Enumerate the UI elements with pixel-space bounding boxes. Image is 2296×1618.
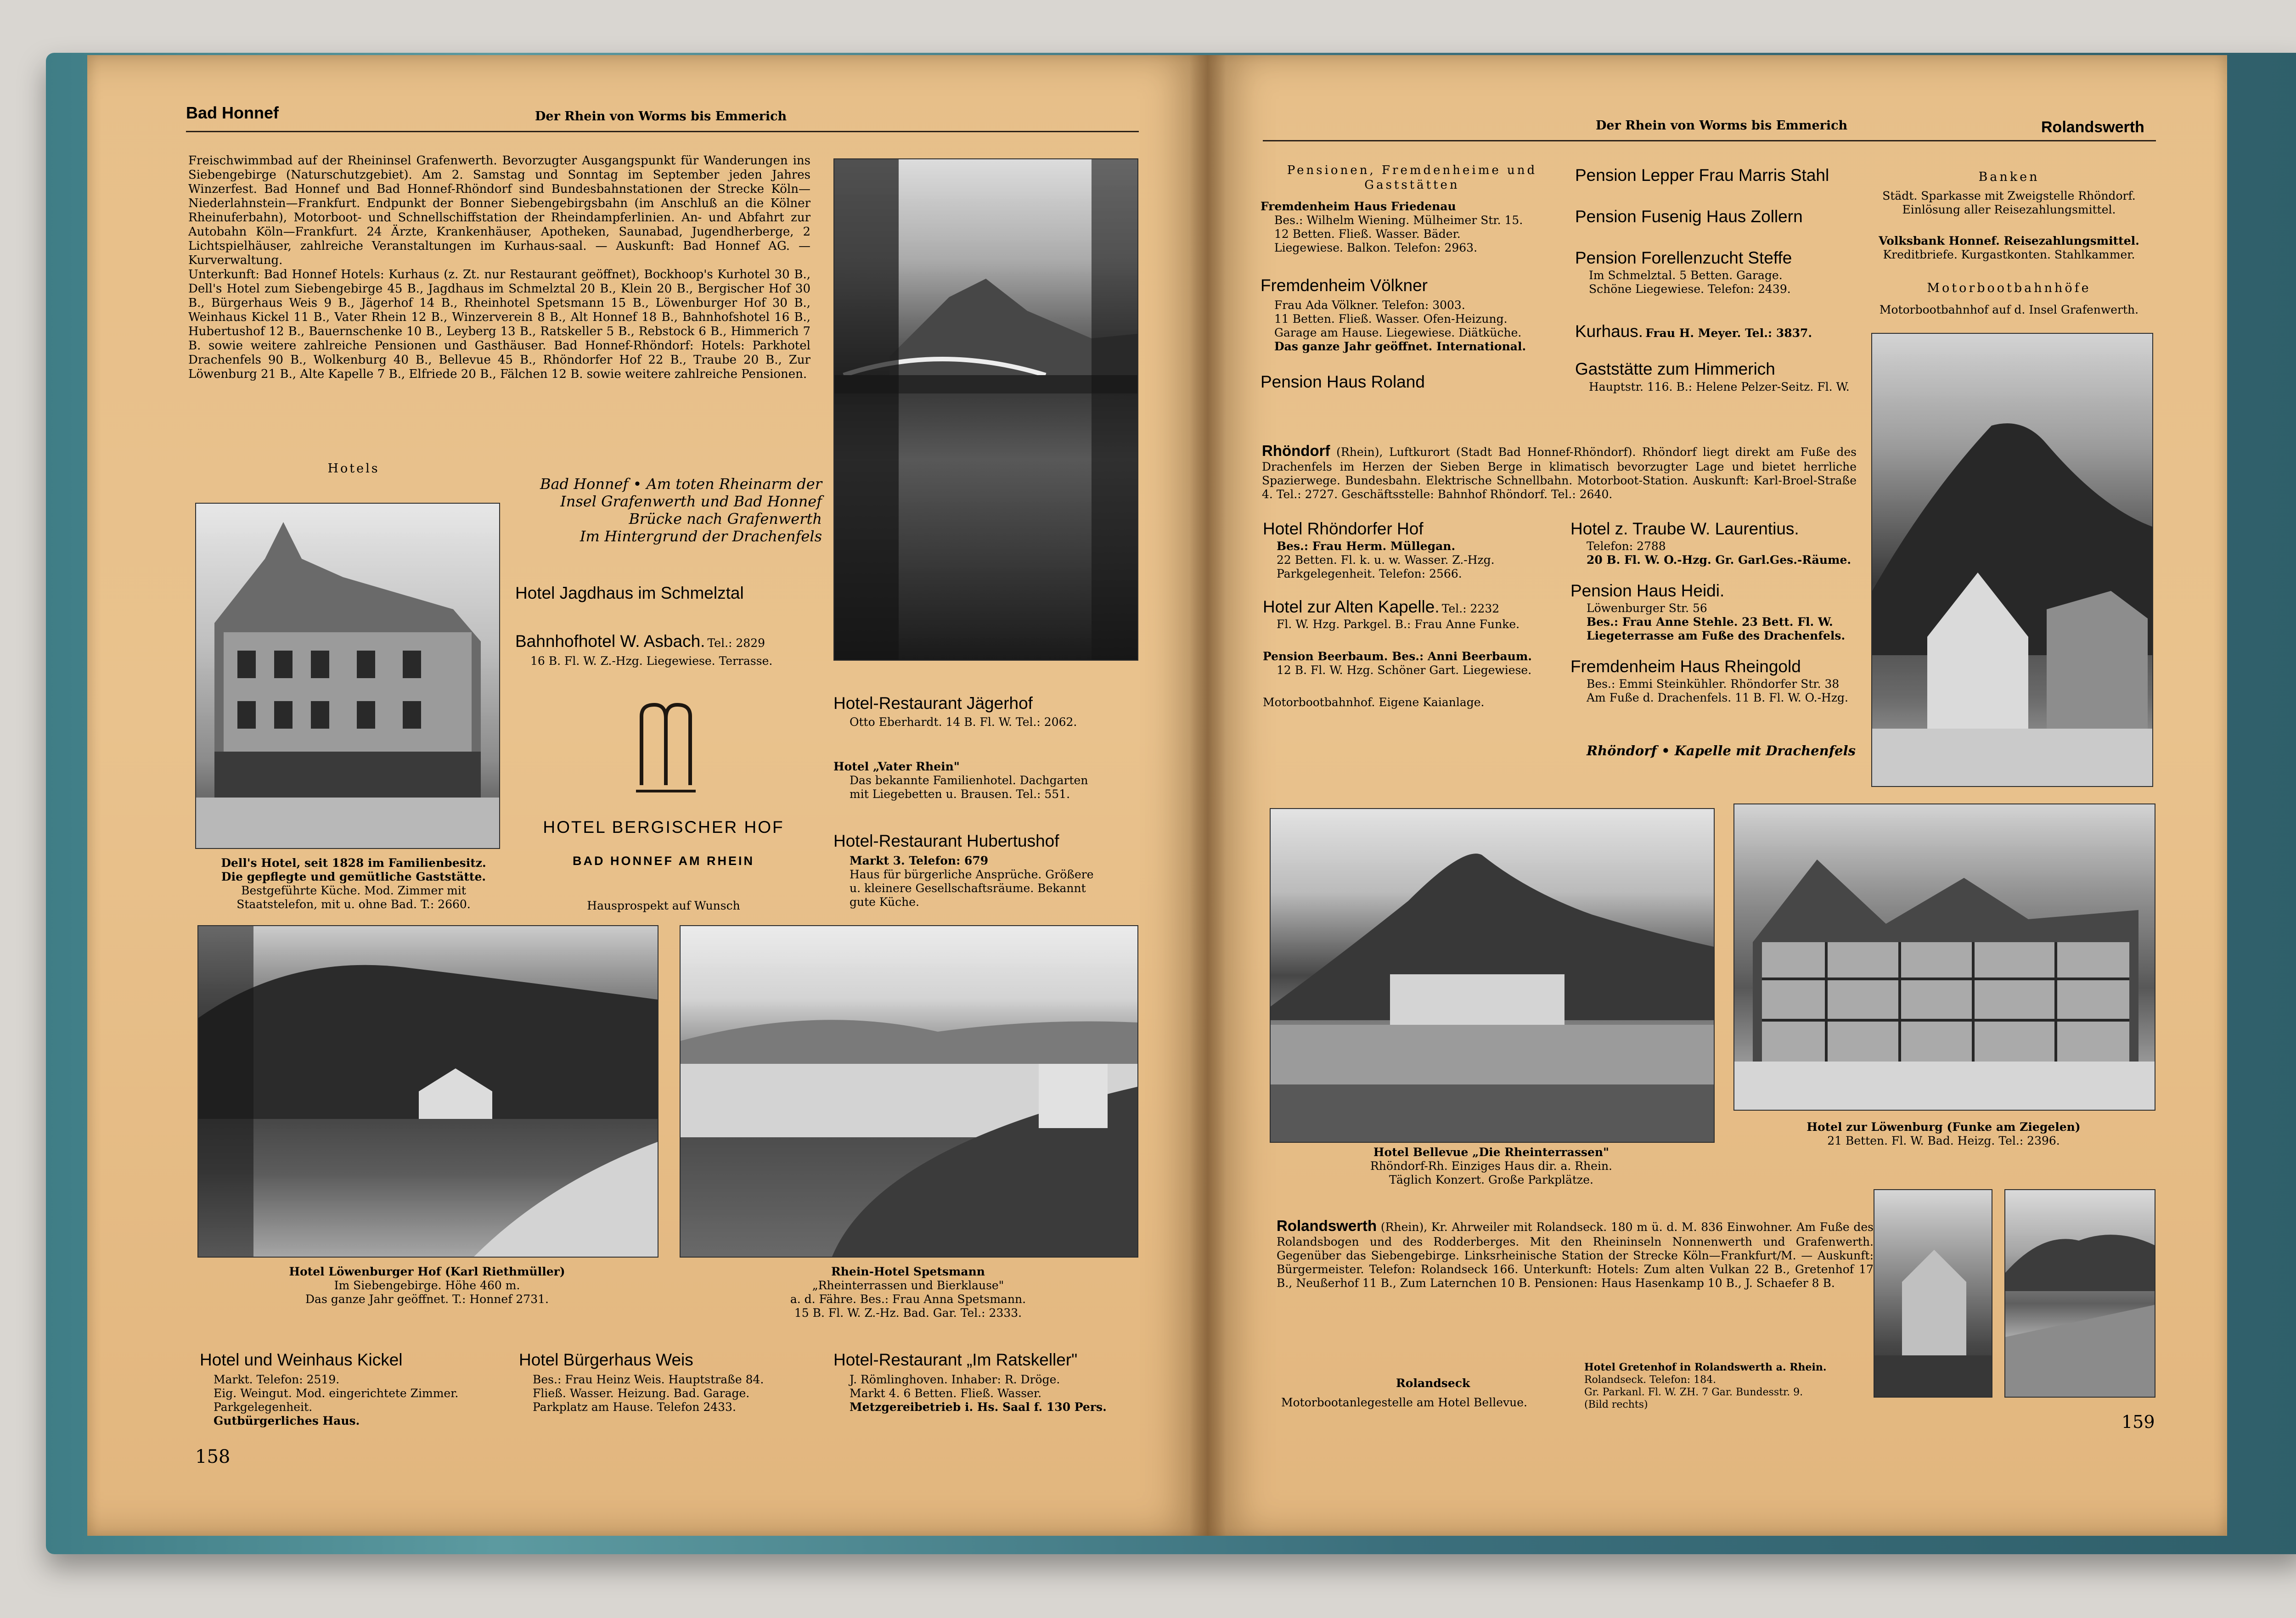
alte-kapelle-entry: Hotel zur Alten Kapelle. Tel.: 2232 xyxy=(1263,597,1500,616)
voelkner-title: Fremdenheim Völkner xyxy=(1261,276,1428,295)
jaegerhof-details: Otto Eberhardt. 14 B. Fl. W. Tel.: 2062. xyxy=(850,715,1077,729)
fusenig-title: Pension Fusenig Haus Zollern xyxy=(1575,207,1803,226)
photo-rolandseck-river xyxy=(2004,1189,2155,1398)
photo-bridge-drachenfels xyxy=(833,158,1138,661)
right-header-center: Der Rhein von Worms bis Emmerich xyxy=(1596,118,1848,133)
bellevue-caption: Hotel Bellevue „Die Rheinterrassen" Rhöndorf-Rh. Einziges Haus dir. a. Rhein. Täglich Konzert. Große Parkplätze. xyxy=(1370,1146,1613,1186)
photo-dells-hotel xyxy=(195,503,500,849)
photo-gretenhof xyxy=(1874,1189,1992,1398)
kapelle-caption: Rhöndorf • Kapelle mit Drachenfels xyxy=(1587,743,1856,758)
hubertushof-details: Markt 3. Telefon: 679 Haus für bürgerliche Ansprüche. Größere u. kleinere Gesellschaftsräume. Bekannt gute Küche. xyxy=(850,854,1094,909)
rhoendorfer-hof-details: Bes.: Frau Herm. Müllegan. 22 Betten. Fl. k. u. w. Wasser. Z.-Hzg. Parkgelegenheit. Telefon: 2566. xyxy=(1277,539,1495,580)
bridge-photo-caption: Bad Honnef • Am toten Rheinarm der Insel Grafenwerth und Bad Honnef Brücke nach Grafenwerth Im Hintergrund der Drachenfels xyxy=(540,475,822,545)
roland-title: Pension Haus Roland xyxy=(1261,372,1425,391)
weis-details: Bes.: Frau Heinz Weis. Hauptstraße 84. Fließ. Wasser. Heizung. Bad. Garage. Parkplatz am Hause. Telefon 2433. xyxy=(533,1373,764,1414)
loewenburger-hof-caption: Hotel Löwenburger Hof (Karl Riethmüller) Im Siebengebirge. Höhe 460 m. Das ganze Jahr geöffnet. T.: Honnef 2731. xyxy=(289,1265,565,1306)
traube-title: Hotel z. Traube W. Laurentius. xyxy=(1570,519,1799,538)
heidi-details: Löwenburger Str. 56 Bes.: Frau Anne Stehle. 23 Bett. Fl. W. Liegeterrasse am Fuße des Drachenfels. xyxy=(1587,601,1846,642)
voelkner-details: Frau Ada Völkner. Telefon: 3003. 11 Betten. Fließ. Wasser. Ofen-Heizung. Garage am Hause. Liegewiese. Diätküche. Das ganze Jahr geöffnet. International. xyxy=(1274,298,1526,353)
hotels-heading: Hotels xyxy=(327,461,380,476)
forellenzucht-title: Pension Forellenzucht Steffe xyxy=(1575,248,1792,267)
left-header-center: Der Rhein von Worms bis Emmerich xyxy=(535,109,787,124)
jagdhaus-title: Hotel Jagdhaus im Schmelztal xyxy=(515,584,744,602)
rheingold-details: Bes.: Emmi Steinkühler. Rhöndorfer Str. 38 Am Fuße d. Drachenfels. 11 B. Fl. W. O.-Hzg. xyxy=(1587,677,1848,704)
photo-hotel-zur-loewenburg xyxy=(1733,803,2155,1111)
rolandseck-line: Motorbootanlegestelle am Hotel Bellevue. xyxy=(1281,1396,1527,1409)
bergischer-hof-name: HOTEL BERGISCHER HOF xyxy=(543,818,784,837)
bergischer-hof-note: Hausprospekt auf Wunsch xyxy=(587,899,740,912)
banken-heading: Banken xyxy=(1978,170,2040,184)
bergischer-hof-logo xyxy=(636,700,696,794)
vater-rhein-entry: Hotel „Vater Rhein" Das bekannte Familienhotel. Dachgarten mit Liegebetten u. Brausen. Tel.: 551. xyxy=(833,760,1088,801)
volksbank-details: Volksbank Honnef. Reisezahlungsmittel. Kreditbriefe. Kurgastkonten. Stahlkammer. xyxy=(1879,234,2139,261)
asbach-details: 16 B. Fl. W. Z.-Hzg. Liegewiese. Terrasse. xyxy=(530,654,773,668)
friedenau-entry: Fremdenheim Haus Friedenau Bes.: Wilhelm Wiening. Mülheimer Str. 15. 12 Betten. Fließ. Wasser. Bäder. Liegewiese. Balkon. Telefon: 2963. xyxy=(1261,200,1523,254)
weis-title: Hotel Bürgerhaus Weis xyxy=(519,1350,693,1369)
beerbaum-entry: Pension Beerbaum. Bes.: Anni Beerbaum. 12 B. Fl. W. Hzg. Schöner Gart. Liegewiese. xyxy=(1263,650,1532,677)
left-page-number: 158 xyxy=(195,1446,231,1467)
left-header-rule xyxy=(186,131,1139,132)
photo-spetsmann-rhine xyxy=(680,925,1138,1258)
jaegerhof-title: Hotel-Restaurant Jägerhof xyxy=(833,694,1033,713)
rolandseck-heading: Rolandseck xyxy=(1396,1376,1470,1390)
ratskeller-title: Hotel-Restaurant „Im Ratskeller" xyxy=(833,1350,1078,1369)
pensionen-heading: Pensionen, Fremdenheime und Gaststätten xyxy=(1287,163,1537,192)
hubertushof-title: Hotel-Restaurant Hubertushof xyxy=(833,831,1059,850)
himmerich-title: Gaststätte zum Himmerich xyxy=(1575,360,1775,378)
heidi-title: Pension Haus Heidi. xyxy=(1570,581,1725,600)
bergischer-hof-place: BAD HONNEF AM RHEIN xyxy=(573,854,754,868)
motorboot-heading: Motorbootbahnhöfe xyxy=(1927,281,2091,295)
left-intro-text: Freischwimmbad auf der Rheininsel Grafenwerth. Bevorzugter Ausgangspunkt für Wanderungen ins Siebengebirge (Naturschutzgebiet). Am 2. Samstag und Sonntag im September jeden Jahres Winzerfest. Bad Honnef und Bad Honnef-Rhöndorf sind Bundesbahnstationen der Strecke Köln—Niederlahnstein—Frankfurt. Endpunkt der Bonner Siebengebirgsbahn (im Anschluß an die Kölner Rheinuferbahn), Motorboot- und Schnellschiffstation der Rheindampferlinien. An- und Abfahrt zur Autobahn Köln—Frankfurt. 24 Ärzte, Krankenhäuser, Apotheken, Saunabad, Jugendherberge, 2 Lichtspielhäuser, zahlreiche Veranstaltungen im Kurhaus-saal. — Auskunft: Bad Honnef AG. — Kurverwaltung. Unterkunft: Bad Honnef Hotels: Kurhaus (z. Zt. nur Restaurant geöffnet), Bockhoop's Kurhotel 30 B., Dell's Hotel zum Siebengebirge 45 B., Jagdhaus im Schmelztal 20 B., Klein 20 B., Bergischer Hof 30 B., Bürgerhaus Weis 9 B., Jägerhof 14 B., Rheinhotel Spetsmann 15 B., Löwenburger Hof 30 B., Weinhaus Kickel 11 B., Vater Rhein 12 B., Winzerverein 8 B., Alt Honnef 18 B., Bahnhofshotel 16 B., Hubertushof 12 B., Bauernschenke 10 B., Leyberg 13 B., Ratskeller 5 B., Rebstock 6 B., Himmerich 7 B. sowie weitere zahlreiche Pensionen und Gasthäuser. Bad Honnef-Rhöndorf: Hotels: Parkhotel Drachenfels 90 B., Wolkenburg 40 B., Bellevue 45 B., Rhöndorfer Hof 22 B., Traube 20 B., Zur Löwenburg 21 B., Alte Kapelle 7 B., Elfriede 20 B., Fälchen 12 B. sowie weitere zahlreiche Pensionen. xyxy=(188,154,810,381)
dells-hotel-caption: Dell's Hotel, seit 1828 im Familienbesitz. Die gepflegte und gemütliche Gaststätte. Bestgeführte Küche. Mod. Zimmer mit Staatstelefon, mit u. ohne Bad. T.: 2660. xyxy=(221,856,486,911)
spetsmann-caption: Rhein-Hotel Spetsmann „Rheinterrassen und Bierklause" a. d. Fähre. Bes.: Frau Anna Spetsmann. 15 B. Fl. W. Z.-Hz. Bad. Gar. Tel.: 2333. xyxy=(790,1265,1026,1320)
photo-loewenburger-hof xyxy=(197,925,658,1258)
left-running-header: Bad Honnef xyxy=(186,103,279,122)
photo-hotel-bellevue xyxy=(1270,808,1715,1143)
kurhaus-entry: Kurhaus. Frau H. Meyer. Tel.: 3837. xyxy=(1575,322,1812,341)
rolandswerth-text: Rolandswerth (Rhein), Kr. Ahrweiler mit Rolandseck. 180 m ü. d. M. 836 Einwohner. Am Fuße des Rolandsbogen und des Rodderberges. Mit den Rheininseln Nonnenwerth und Grafenwerth. Gegenüber das Siebengebirge. Linksrheinische Station der Strecke Köln—Frankfurt/M. — Auskunft: Bürgermeister. Telefon: Rolandseck 166. Unterkunft: Hotels: Zum alten Vulkan 22 B., Gretenhof 17 B., Neußerhof 11 B., Zum Laternchen 10 B. Pensionen: Haus Hasenkamp 10 B., J. Schaefer 8 B. xyxy=(1277,1217,1874,1290)
rheingold-title: Fremdenheim Haus Rheingold xyxy=(1570,657,1801,676)
right-header-rule xyxy=(1263,140,2156,141)
photo-kapelle-drachenfels xyxy=(1871,333,2153,787)
loewenburg-caption: Hotel zur Löwenburg (Funke am Ziegelen) 21 Betten. Fl. W. Bad. Heizg. Tel.: 2396. xyxy=(1806,1120,2081,1147)
banken-details: Städt. Sparkasse mit Zweigstelle Rhöndorf. Einlösung aller Reisezahlungsmittel. xyxy=(1882,189,2136,216)
alte-kapelle-line: Fl. W. Hzg. Parkgel. B.: Frau Anne Funke. xyxy=(1277,618,1520,631)
right-page-number: 159 xyxy=(2122,1412,2155,1432)
traube-details: Telefon: 2788 20 B. Fl. W. O.-Hzg. Gr. Garl.Ges.-Räume. xyxy=(1587,539,1851,567)
book-gutter xyxy=(1189,55,1226,1536)
motorboot-eigene: Motorbootbahnhof. Eigene Kaianlage. xyxy=(1263,696,1485,709)
rhoendorfer-hof-title: Hotel Rhöndorfer Hof xyxy=(1263,519,1424,538)
gretenhof-details: Hotel Gretenhof in Rolandswerth a. Rhein. Rolandseck. Telefon: 184. Gr. Parkanl. Fl. W. ZH. 7 Gar. Bundesstr. 9. (Bild rechts) xyxy=(1584,1361,1827,1410)
kickel-details: Markt. Telefon: 2519. Eig. Weingut. Mod. eingerichtete Zimmer. Parkgelegenheit. Gutbürgerliches Haus. xyxy=(214,1373,459,1427)
forellenzucht-details: Im Schmelztal. 5 Betten. Garage. Schöne Liegewiese. Telefon: 2439. xyxy=(1589,269,1791,296)
asbach-entry: Bahnhofhotel W. Asbach. Tel.: 2829 xyxy=(515,632,765,651)
kickel-title: Hotel und Weinhaus Kickel xyxy=(200,1350,403,1369)
himmerich-details: Hauptstr. 116. B.: Helene Pelzer-Seitz. Fl. W. xyxy=(1589,380,1850,393)
right-running-header: Rolandswerth xyxy=(2041,118,2144,136)
lepper-title: Pension Lepper Frau Marris Stahl xyxy=(1575,166,1829,185)
motorboot-line: Motorbootbahnhof auf d. Insel Grafenwerth. xyxy=(1879,303,2139,316)
ratskeller-details: J. Römlinghoven. Inhaber: R. Dröge. Markt 4. 6 Betten. Fließ. Wasser. Metzgereibetrieb i. Hs. Saal f. 130 Pers. xyxy=(850,1373,1107,1414)
rhoendorf-text: Rhöndorf (Rhein), Luftkurort (Stadt Bad Honnef-Rhöndorf). Rhöndorf liegt direkt am Fuße des Drachenfels im Herzen der Sieben Berge in klimatisch bevorzugter Lage und bietet herrliche Spazierwege. Bundesbahn. Elektrische Schnellbahn. Motorboot-Station. Auskunft: Karl-Broel-Straße 4. Tel.: 2727. Geschäftsstelle: Bahnhof Rhöndorf. Tel.: 2640. xyxy=(1262,442,1857,501)
